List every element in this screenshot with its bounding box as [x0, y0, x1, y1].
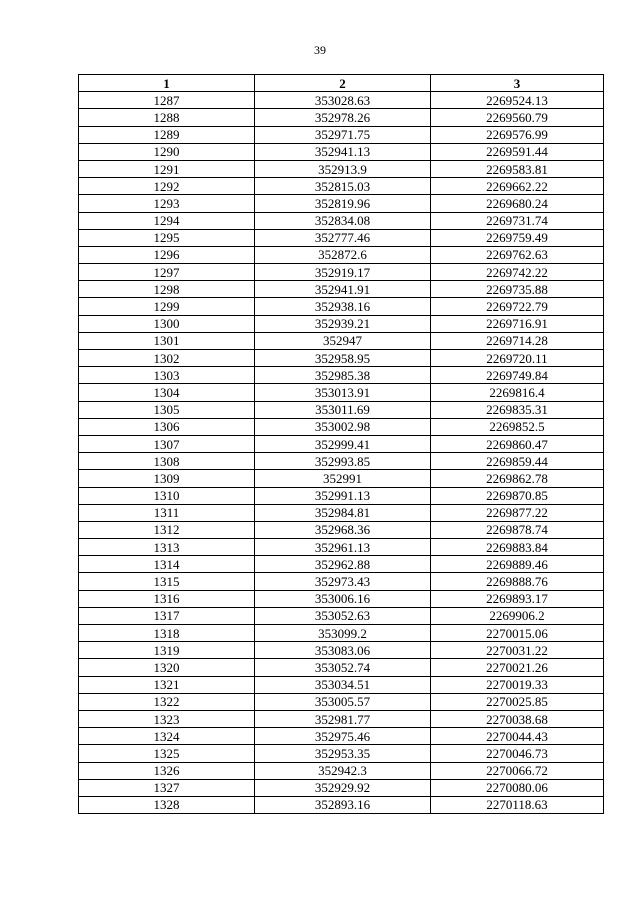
page-number: 39	[314, 43, 326, 57]
point-number-cell: 1313	[79, 539, 255, 556]
point-number-cell: 1301	[79, 332, 255, 349]
point-number-cell: 1296	[79, 246, 255, 263]
y-coordinate-cell: 2269716.91	[431, 315, 604, 332]
y-coordinate-cell: 2269889.46	[431, 556, 604, 573]
point-number-cell: 1311	[79, 504, 255, 521]
x-coordinate-cell: 352985.38	[255, 367, 431, 384]
x-coordinate-cell: 352942.3	[255, 762, 431, 779]
x-coordinate-cell: 353013.91	[255, 384, 431, 401]
point-number-cell: 1287	[79, 92, 255, 109]
point-number-cell: 1295	[79, 229, 255, 246]
table-row	[79, 92, 604, 109]
x-coordinate-cell: 352975.46	[255, 728, 431, 745]
y-coordinate-cell: 2269877.22	[431, 504, 604, 521]
table-row	[79, 762, 604, 779]
point-number-cell: 1288	[79, 109, 255, 126]
table-header-row	[79, 75, 604, 92]
point-number-cell: 1324	[79, 728, 255, 745]
y-coordinate-cell: 2270080.06	[431, 779, 604, 796]
table-row	[79, 418, 604, 435]
point-number-cell: 1318	[79, 625, 255, 642]
x-coordinate-cell: 352962.88	[255, 556, 431, 573]
x-coordinate-cell: 352971.75	[255, 126, 431, 143]
point-number-cell: 1317	[79, 607, 255, 624]
table-row	[79, 539, 604, 556]
table-row	[79, 745, 604, 762]
x-coordinate-cell: 352961.13	[255, 539, 431, 556]
point-number-cell: 1308	[79, 453, 255, 470]
column-header-1: 1	[79, 75, 255, 92]
point-number-cell: 1306	[79, 418, 255, 435]
x-coordinate-cell: 352913.9	[255, 160, 431, 177]
y-coordinate-cell: 2269722.79	[431, 298, 604, 315]
table-row	[79, 487, 604, 504]
table-row	[79, 710, 604, 727]
x-coordinate-cell: 353034.51	[255, 676, 431, 693]
point-number-cell: 1328	[79, 796, 255, 813]
table-row	[79, 556, 604, 573]
y-coordinate-cell: 2270021.26	[431, 659, 604, 676]
y-coordinate-cell: 2269583.81	[431, 160, 604, 177]
point-number-cell: 1293	[79, 195, 255, 212]
column-header-2: 2	[255, 75, 431, 92]
y-coordinate-cell: 2269720.11	[431, 350, 604, 367]
point-number-cell: 1297	[79, 264, 255, 281]
x-coordinate-cell: 352968.36	[255, 521, 431, 538]
x-coordinate-cell: 352919.17	[255, 264, 431, 281]
column-header-3: 3	[431, 75, 604, 92]
x-coordinate-cell: 352978.26	[255, 109, 431, 126]
y-coordinate-cell: 2269662.22	[431, 178, 604, 195]
y-coordinate-cell: 2269878.74	[431, 521, 604, 538]
point-number-cell: 1323	[79, 710, 255, 727]
point-number-cell: 1326	[79, 762, 255, 779]
y-coordinate-cell: 2269731.74	[431, 212, 604, 229]
x-coordinate-cell: 352939.21	[255, 315, 431, 332]
point-number-cell: 1312	[79, 521, 255, 538]
table-row	[79, 315, 604, 332]
y-coordinate-cell: 2270044.43	[431, 728, 604, 745]
y-coordinate-cell: 2270025.85	[431, 693, 604, 710]
y-coordinate-cell: 2269680.24	[431, 195, 604, 212]
table-row	[79, 212, 604, 229]
table-row	[79, 521, 604, 538]
table-row	[79, 435, 604, 452]
y-coordinate-cell: 2270066.72	[431, 762, 604, 779]
table-row	[79, 796, 604, 813]
x-coordinate-cell: 353002.98	[255, 418, 431, 435]
x-coordinate-cell: 352819.96	[255, 195, 431, 212]
point-number-cell: 1290	[79, 143, 255, 160]
x-coordinate-cell: 352941.13	[255, 143, 431, 160]
y-coordinate-cell: 2269742.22	[431, 264, 604, 281]
y-coordinate-cell: 2270019.33	[431, 676, 604, 693]
table-row	[79, 693, 604, 710]
table-row	[79, 659, 604, 676]
y-coordinate-cell: 2269835.31	[431, 401, 604, 418]
x-coordinate-cell: 352953.35	[255, 745, 431, 762]
y-coordinate-cell: 2270046.73	[431, 745, 604, 762]
point-number-cell: 1316	[79, 590, 255, 607]
table-row	[79, 573, 604, 590]
y-coordinate-cell: 2270038.68	[431, 710, 604, 727]
point-number-cell: 1299	[79, 298, 255, 315]
table-row	[79, 126, 604, 143]
x-coordinate-cell: 352999.41	[255, 435, 431, 452]
x-coordinate-cell: 352872.6	[255, 246, 431, 263]
table-body	[79, 92, 604, 814]
table-row	[79, 676, 604, 693]
y-coordinate-cell: 2269714.28	[431, 332, 604, 349]
y-coordinate-cell: 2270118.63	[431, 796, 604, 813]
table-row	[79, 642, 604, 659]
point-number-cell: 1294	[79, 212, 255, 229]
x-coordinate-cell: 352993.85	[255, 453, 431, 470]
table-row	[79, 160, 604, 177]
table-row	[79, 779, 604, 796]
point-number-cell: 1325	[79, 745, 255, 762]
table-row	[79, 264, 604, 281]
x-coordinate-cell: 353028.63	[255, 92, 431, 109]
table-row	[79, 281, 604, 298]
y-coordinate-cell: 2269860.47	[431, 435, 604, 452]
y-coordinate-cell: 2269524.13	[431, 92, 604, 109]
point-number-cell: 1322	[79, 693, 255, 710]
x-coordinate-cell: 352834.08	[255, 212, 431, 229]
y-coordinate-cell: 2269852.5	[431, 418, 604, 435]
x-coordinate-cell: 352815.03	[255, 178, 431, 195]
point-number-cell: 1302	[79, 350, 255, 367]
x-coordinate-cell: 352929.92	[255, 779, 431, 796]
point-number-cell: 1315	[79, 573, 255, 590]
x-coordinate-cell: 353006.16	[255, 590, 431, 607]
y-coordinate-cell: 2269893.17	[431, 590, 604, 607]
point-number-cell: 1314	[79, 556, 255, 573]
y-coordinate-cell: 2269576.99	[431, 126, 604, 143]
x-coordinate-cell: 353052.63	[255, 607, 431, 624]
x-coordinate-cell: 352938.16	[255, 298, 431, 315]
coordinates-table	[78, 74, 604, 814]
y-coordinate-cell: 2269883.84	[431, 539, 604, 556]
table-row	[79, 401, 604, 418]
y-coordinate-cell: 2269749.84	[431, 367, 604, 384]
y-coordinate-cell: 2269816.4	[431, 384, 604, 401]
point-number-cell: 1307	[79, 435, 255, 452]
point-number-cell: 1321	[79, 676, 255, 693]
x-coordinate-cell: 352947	[255, 332, 431, 349]
table-row	[79, 229, 604, 246]
point-number-cell: 1310	[79, 487, 255, 504]
table-row	[79, 504, 604, 521]
table-row	[79, 453, 604, 470]
y-coordinate-cell: 2269560.79	[431, 109, 604, 126]
x-coordinate-cell: 352893.16	[255, 796, 431, 813]
point-number-cell: 1309	[79, 470, 255, 487]
table-row	[79, 246, 604, 263]
y-coordinate-cell: 2270031.22	[431, 642, 604, 659]
table-row	[79, 625, 604, 642]
x-coordinate-cell: 353099.2	[255, 625, 431, 642]
table-row	[79, 367, 604, 384]
y-coordinate-cell: 2269888.76	[431, 573, 604, 590]
x-coordinate-cell: 352984.81	[255, 504, 431, 521]
x-coordinate-cell: 352991.13	[255, 487, 431, 504]
y-coordinate-cell: 2270015.06	[431, 625, 604, 642]
point-number-cell: 1292	[79, 178, 255, 195]
table-row	[79, 298, 604, 315]
table-row	[79, 590, 604, 607]
x-coordinate-cell: 352777.46	[255, 229, 431, 246]
y-coordinate-cell: 2269735.88	[431, 281, 604, 298]
y-coordinate-cell: 2269591.44	[431, 143, 604, 160]
y-coordinate-cell: 2269859.44	[431, 453, 604, 470]
table-row	[79, 332, 604, 349]
x-coordinate-cell: 352973.43	[255, 573, 431, 590]
x-coordinate-cell: 352941.91	[255, 281, 431, 298]
table-row	[79, 178, 604, 195]
x-coordinate-cell: 353052.74	[255, 659, 431, 676]
y-coordinate-cell: 2269870.85	[431, 487, 604, 504]
point-number-cell: 1305	[79, 401, 255, 418]
point-number-cell: 1300	[79, 315, 255, 332]
x-coordinate-cell: 353083.06	[255, 642, 431, 659]
table-row	[79, 350, 604, 367]
x-coordinate-cell: 352981.77	[255, 710, 431, 727]
y-coordinate-cell: 2269862.78	[431, 470, 604, 487]
table-row	[79, 607, 604, 624]
table-row	[79, 109, 604, 126]
table-row	[79, 470, 604, 487]
table-row	[79, 195, 604, 212]
x-coordinate-cell: 353011.69	[255, 401, 431, 418]
point-number-cell: 1298	[79, 281, 255, 298]
table-row	[79, 384, 604, 401]
y-coordinate-cell: 2269759.49	[431, 229, 604, 246]
point-number-cell: 1304	[79, 384, 255, 401]
point-number-cell: 1320	[79, 659, 255, 676]
point-number-cell: 1327	[79, 779, 255, 796]
x-coordinate-cell: 352991	[255, 470, 431, 487]
point-number-cell: 1289	[79, 126, 255, 143]
point-number-cell: 1319	[79, 642, 255, 659]
x-coordinate-cell: 352958.95	[255, 350, 431, 367]
y-coordinate-cell: 2269762.63	[431, 246, 604, 263]
y-coordinate-cell: 2269906.2	[431, 607, 604, 624]
point-number-cell: 1303	[79, 367, 255, 384]
x-coordinate-cell: 353005.57	[255, 693, 431, 710]
point-number-cell: 1291	[79, 160, 255, 177]
table-row	[79, 728, 604, 745]
table-row	[79, 143, 604, 160]
